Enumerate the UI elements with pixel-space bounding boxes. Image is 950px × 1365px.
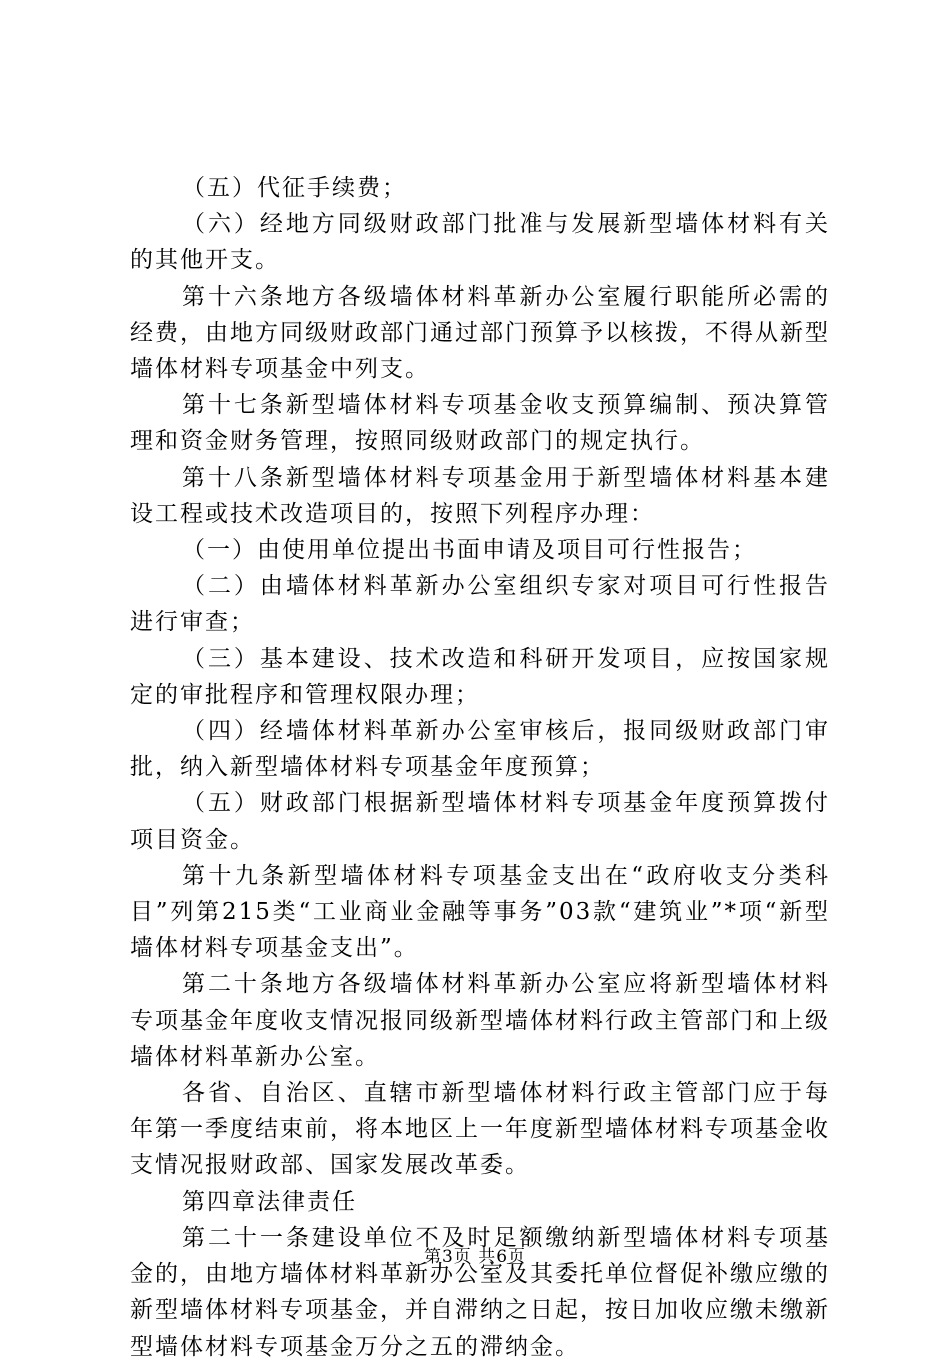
paragraph: 各省、自治区、直辖市新型墙体材料行政主管部门应于每年第一季度结束前，将本地区上一年度新型墙体材料专项基金收支情况报财政部、国家发展改革委。: [130, 1080, 830, 1179]
chapter-heading: 第四章法律责任: [182, 1188, 357, 1215]
paragraph: （二）由墙体材料革新办公室组织专家对项目可行性报告进行审查；: [130, 573, 830, 636]
paragraph: （五）财政部门根据新型墙体材料专项基金年度预算拨付项目资金。: [130, 790, 830, 853]
paragraph: （一）由使用单位提出书面申请及项目可行性报告；: [182, 537, 757, 564]
paragraph: （六）经地方同级财政部门批准与发展新型墙体材料有关的其他开支。: [130, 211, 830, 274]
paragraph: 第二十一条建设单位不及时足额缴纳新型墙体材料专项基金的，由地方墙体材料革新办公室及其委托单位督促补缴应缴的新型墙体材料专项基金，并自滞纳之日起，按日加收应缴未缴新型墙体材料专项基金万分之五的滞纳金。: [130, 1224, 830, 1360]
page-number: 第3页 共6页: [423, 1247, 527, 1267]
document-body: [130, 170, 830, 1365]
paragraph: 第十八条新型墙体材料专项基金用于新型墙体材料基本建设工程或技术改造项目的，按照下列程序办理：: [130, 464, 830, 527]
paragraph: 第二十条地方各级墙体材料革新办公室应将新型墙体材料专项基金年度收支情况报同级新型墙体材料行政主管部门和上级墙体材料革新办公室。: [130, 971, 830, 1070]
paragraph: 第十九条新型墙体材料专项基金支出在“政府收支分类科目”列第215类“工业商业金融等事务”03款“建筑业”*项“新型墙体材料专项基金支出”。: [130, 862, 830, 962]
paragraph: （四）经墙体材料革新办公室审核后，报同级财政部门审批，纳入新型墙体材料专项基金年度预算；: [130, 718, 830, 781]
paragraph: （五）代征手续费；: [182, 175, 407, 201]
paragraph: 第十六条地方各级墙体材料革新办公室履行职能所必需的经费，由地方同级财政部门通过部门预算予以核拨，不得从新型墙体材料专项基金中列支。: [130, 283, 830, 383]
paragraph: 第十七条新型墙体材料专项基金收支预算编制、预决算管理和资金财务管理，按照同级财政部门的规定执行。: [130, 392, 830, 455]
paragraph: （三）基本建设、技术改造和科研开发项目，应按国家规定的审批程序和管理权限办理；: [130, 645, 830, 708]
page-footer: [0, 1242, 950, 1267]
